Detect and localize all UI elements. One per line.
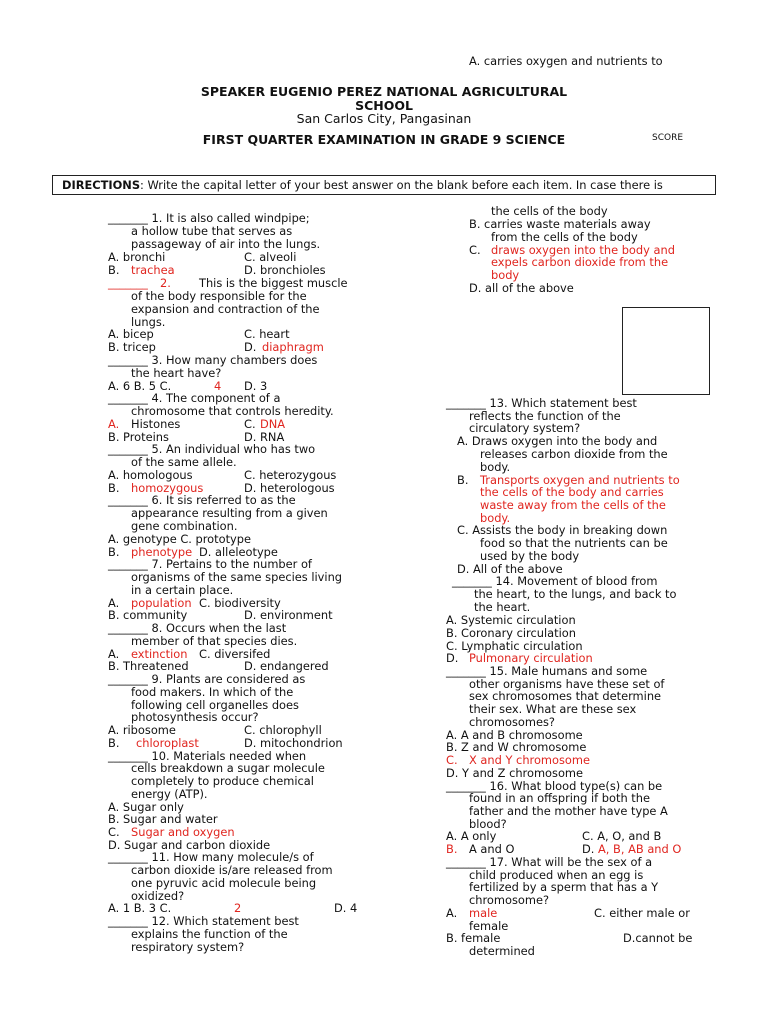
left-text-run: D. 3 xyxy=(244,379,268,393)
right-text-run: D. All of the above xyxy=(457,562,563,576)
left-text-run: C. heterozygous xyxy=(244,468,337,482)
left-text-run: C. chlorophyll xyxy=(244,723,322,737)
left-text-run: B. xyxy=(108,736,120,750)
right-text-run: chromosome? xyxy=(469,893,550,907)
right-text-run: Pulmonary circulation xyxy=(469,651,593,665)
right-text-run: father and the mother have type A xyxy=(469,804,668,818)
left-text-run: C. alveoli xyxy=(244,250,297,264)
left-text-run: photosynthesis occur? xyxy=(131,710,259,724)
right-text-run: C. either male or xyxy=(594,906,690,920)
top-answer-fragment: A. carries oxygen and nutrients to xyxy=(469,54,663,68)
left-text-run: _______ xyxy=(108,276,148,290)
right-text-run: blood? xyxy=(469,817,507,831)
left-text-run: respiratory system? xyxy=(131,940,245,954)
school-city: San Carlos City, Pangasinan xyxy=(296,111,472,126)
left-text-run: D. environment xyxy=(244,608,333,622)
right-text-run: from the cells of the body xyxy=(491,230,638,244)
left-text-run: D. RNA xyxy=(244,430,285,444)
right-text-run: C. xyxy=(446,753,458,767)
left-text-run: B. tricep xyxy=(108,340,156,354)
left-text-run: chromosome that controls heredity. xyxy=(131,404,334,418)
left-text-run: D. xyxy=(244,340,257,354)
left-text-run: gene combination. xyxy=(131,519,238,533)
left-text-run: A. xyxy=(108,647,120,661)
right-text-run: A. A only xyxy=(446,829,497,843)
left-text-run: D. mitochondrion xyxy=(244,736,343,750)
right-text-run: A. Draws oxygen into the body and xyxy=(457,434,658,448)
right-text-run: B. female xyxy=(446,931,501,945)
right-text-run: their sex. What are these sex xyxy=(469,702,637,716)
left-text-run: C. xyxy=(244,417,256,431)
left-text-run: expansion and contraction of the xyxy=(131,302,320,316)
right-text-run: releases carbon dioxide from the xyxy=(480,447,668,461)
left-text-run: homozygous xyxy=(131,481,204,495)
right-text-run: used by the body xyxy=(480,549,580,563)
left-text-run: _______ 7. Pertains to the number of xyxy=(108,557,312,571)
left-text-run: C. xyxy=(108,825,120,839)
right-text-run: body. xyxy=(480,511,511,525)
left-text-run: _______ 9. Plants are considered as xyxy=(108,672,306,686)
left-text-run: member of that species dies. xyxy=(131,634,298,648)
right-text-run: determined xyxy=(469,944,535,958)
right-text-run: the cells of the body and carries xyxy=(480,485,664,499)
left-text-run: C. diversifed xyxy=(199,647,271,661)
school-name-line2: SCHOOL xyxy=(355,98,413,113)
right-text-run: waste away from the cells of the xyxy=(480,498,666,512)
right-text-run: _______ 15. Male humans and some xyxy=(446,664,648,678)
left-text-run: one pyruvic acid molecule being xyxy=(131,876,317,890)
right-text-run: D. Y and Z chromosome xyxy=(446,766,584,780)
left-text-run: population xyxy=(131,596,192,610)
left-text-run: _______ 6. It sis referred to as the xyxy=(108,493,296,507)
right-text-run: A and O xyxy=(469,842,515,856)
left-text-run: D. heterologous xyxy=(244,481,335,495)
left-text-run: oxidized? xyxy=(131,889,185,903)
right-text-run: expels carbon dioxide from the xyxy=(491,255,669,269)
right-text-run: other organisms have these set of xyxy=(469,677,665,691)
right-text-run: Transports oxygen and nutrients to xyxy=(480,473,680,487)
left-text-run: diaphragm xyxy=(262,340,324,354)
left-text-run: A. xyxy=(108,596,120,610)
left-text-run: cells breakdown a sugar molecule xyxy=(131,761,325,775)
directions-text: : Write the capital letter of your best answer on the blank before each item. In case there is xyxy=(140,178,663,192)
left-text-run: D. 4 xyxy=(334,901,358,915)
right-text-run: the heart, to the lungs, and back to xyxy=(474,587,677,601)
left-text-run: appearance resulting from a given xyxy=(131,506,328,520)
left-text-run: extinction xyxy=(131,647,188,661)
right-text-run: draws oxygen into the body and xyxy=(491,243,675,257)
right-text-run: body. xyxy=(480,460,511,474)
right-text-run: found in an offspring if both the xyxy=(469,791,650,805)
left-text-run: phenotype xyxy=(131,545,193,559)
right-text-run: D.cannot be xyxy=(623,931,693,945)
right-text-run: C. xyxy=(469,243,481,257)
right-text-run: B. Coronary circulation xyxy=(446,626,576,640)
left-text-run: Sugar and oxygen xyxy=(131,825,235,839)
school-name: SPEAKER EUGENIO PEREZ NATIONAL AGRICULTURAL xyxy=(200,84,568,99)
left-text-run: A. Sugar only xyxy=(108,800,184,814)
right-text-run: chromosomes? xyxy=(469,715,555,729)
right-text-run: B. carries waste materials away xyxy=(469,217,651,231)
left-text-run: A. genotype C. prototype xyxy=(108,532,252,546)
score-box xyxy=(622,307,710,395)
left-text-run: C. biodiversity xyxy=(199,596,281,610)
right-text-run: C. Lymphatic circulation xyxy=(446,639,583,653)
right-text-run: body xyxy=(491,268,520,282)
right-text-run: child produced when an egg is xyxy=(469,868,644,882)
left-text-run: B. Proteins xyxy=(108,430,169,444)
right-text-run: sex chromosomes that determine xyxy=(469,689,662,703)
right-text-run: _______ 14. Movement of blood from xyxy=(452,574,658,588)
right-text-run: D. xyxy=(582,842,595,856)
left-text-run: 2. xyxy=(160,276,171,290)
left-text-run: _______ 11. How many molecule/s of xyxy=(108,850,314,864)
left-text-run: 4 xyxy=(214,379,222,393)
right-text-run: male xyxy=(469,906,498,920)
directions-label: DIRECTIONS xyxy=(62,178,141,192)
left-text-run: _______ 5. An individual who has two xyxy=(108,442,316,456)
left-text-run: _______ 10. Materials needed when xyxy=(108,749,307,763)
left-text-run: D. alleleotype xyxy=(199,545,278,559)
left-text-run: food makers. In which of the xyxy=(131,685,294,699)
right-text-run: _______ 17. What will be the sex of a xyxy=(446,855,653,869)
left-text-run: _______ 4. The component of a xyxy=(108,391,281,405)
right-text-run: X and Y chromosome xyxy=(469,753,591,767)
left-text-run: a hollow tube that serves as xyxy=(131,224,293,238)
left-text-run: C. heart xyxy=(244,327,290,341)
left-text-run: B. xyxy=(108,545,120,559)
left-text-run: 2 xyxy=(234,901,242,915)
right-text-run: B. xyxy=(457,473,469,487)
left-text-run: _______ 3. How many chambers does xyxy=(108,353,318,367)
left-text-run: trachea xyxy=(131,263,175,277)
left-text-run: B. xyxy=(108,481,120,495)
right-text-run: C. Assists the body in breaking down xyxy=(457,523,668,537)
left-text-run: A. bicep xyxy=(108,327,154,341)
left-text-run: the heart have? xyxy=(131,366,222,380)
left-text-run: A. ribosome xyxy=(108,723,176,737)
left-text-run: A. homologous xyxy=(108,468,193,482)
right-text-run: food so that the nutrients can be xyxy=(480,536,668,550)
right-text-run: circulatory system? xyxy=(469,421,581,435)
left-text-run: B. xyxy=(108,263,120,277)
left-text-run: DNA xyxy=(260,417,286,431)
left-text-run: _______ 12. Which statement best xyxy=(108,914,299,928)
right-text-run: female xyxy=(469,919,509,933)
directions-box xyxy=(52,175,716,195)
left-text-run: explains the function of the xyxy=(131,927,288,941)
score-label: SCORE xyxy=(652,133,684,143)
left-text-run: D. bronchioles xyxy=(244,263,326,277)
left-text-run: in a certain place. xyxy=(131,583,234,597)
left-text-run: Histones xyxy=(131,417,181,431)
left-text-run: A. bronchi xyxy=(108,250,166,264)
left-text-run: of the body responsible for the xyxy=(131,289,307,303)
left-text-run: lungs. xyxy=(131,315,166,329)
left-text-run: B. community xyxy=(108,608,188,622)
left-text-run: A. 6 B. 5 C. xyxy=(108,379,172,393)
left-text-run: energy (ATP). xyxy=(131,787,208,801)
right-text-run: A, B, AB and O xyxy=(598,842,682,856)
left-text-run: passageway of air into the lungs. xyxy=(131,237,321,251)
left-text-run: of the same allele. xyxy=(131,455,237,469)
left-text-run: organisms of the same species living xyxy=(131,570,343,584)
left-text-run: D. Sugar and carbon dioxide xyxy=(108,838,271,852)
exam-title: FIRST QUARTER EXAMINATION IN GRADE 9 SCIENCE xyxy=(202,132,566,147)
left-text-run: chloroplast xyxy=(136,736,199,750)
right-text-run: A. Systemic circulation xyxy=(446,613,576,627)
right-text-run: the heart. xyxy=(474,600,531,614)
left-text-run: _______ 1. It is also called windpipe; xyxy=(108,211,310,225)
right-text-run: D. all of the above xyxy=(469,281,574,295)
left-text-run: B. Threatened xyxy=(108,659,189,673)
right-text-run: A. xyxy=(446,906,458,920)
right-text-run: _______ 13. Which statement best xyxy=(446,396,637,410)
right-text-run: reflects the function of the xyxy=(469,409,621,423)
right-text-run: D. xyxy=(446,651,459,665)
right-text-run: _______ 16. What blood type(s) can be xyxy=(446,779,663,793)
left-text-run: _______ 8. Occurs when the last xyxy=(108,621,287,635)
left-text-run: This is the biggest muscle xyxy=(199,276,348,290)
left-text-run: A. xyxy=(108,417,120,431)
left-text-run: carbon dioxide is/are released from xyxy=(131,863,333,877)
left-text-run: A. 1 B. 3 C. xyxy=(108,901,172,915)
right-text-run: fertilized by a sperm that has a Y xyxy=(469,880,659,894)
left-text-run: B. Sugar and water xyxy=(108,812,218,826)
right-text-run: A. A and B chromosome xyxy=(446,728,583,742)
left-text-run: completely to produce chemical xyxy=(131,774,314,788)
right-text-run: B. Z and W chromosome xyxy=(446,740,587,754)
left-text-run: D. endangered xyxy=(244,659,329,673)
right-text-run: the cells of the body xyxy=(491,204,608,218)
left-text-run: following cell organelles does xyxy=(131,698,299,712)
right-text-run: C. A, O, and B xyxy=(582,829,662,843)
right-text-run: B. xyxy=(446,842,458,856)
